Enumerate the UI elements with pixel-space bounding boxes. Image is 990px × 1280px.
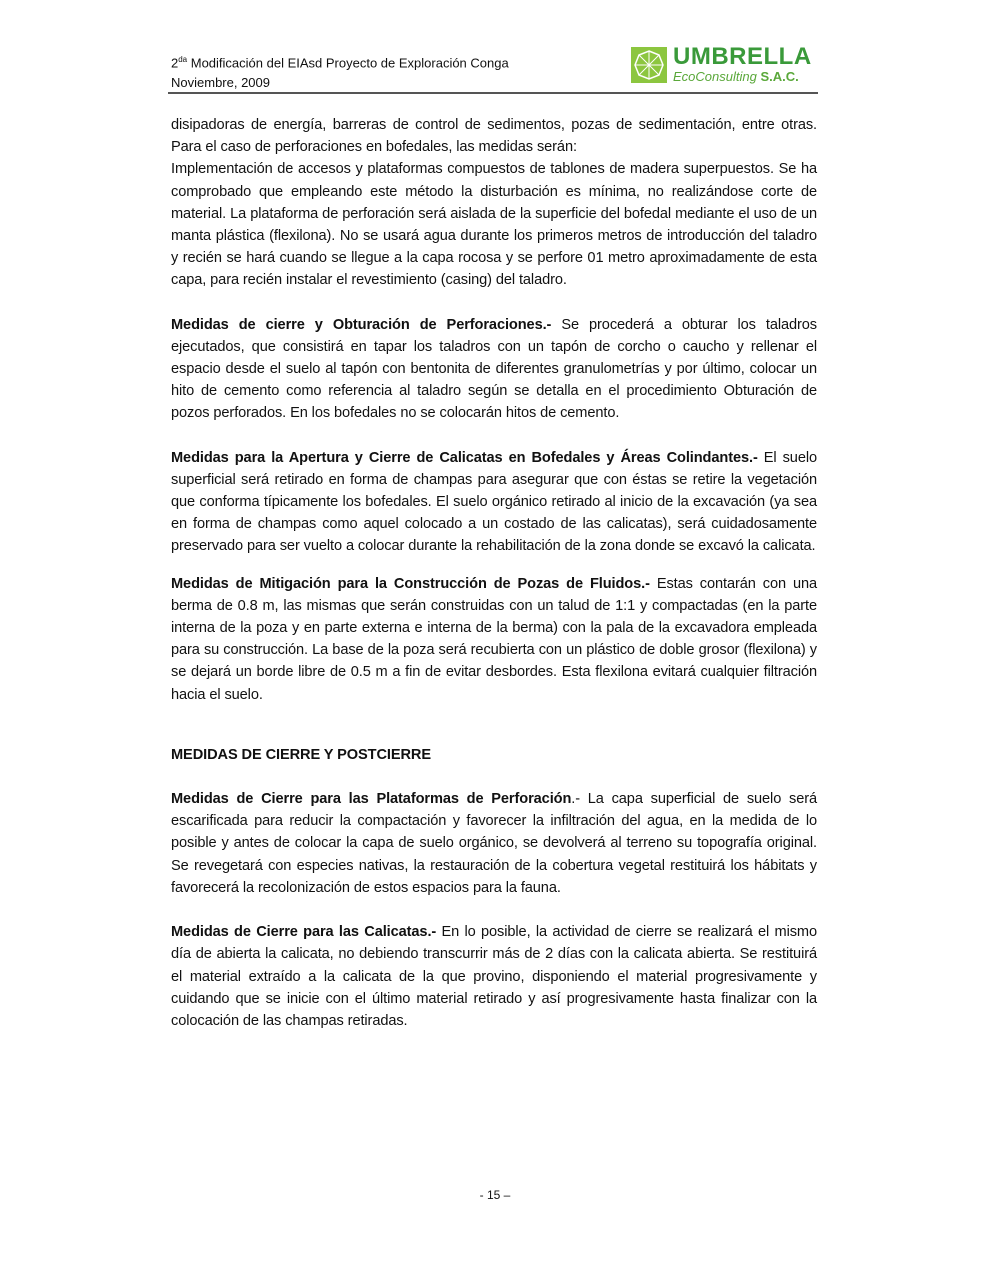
header-title [171, 50, 509, 73]
logo-subtitle [673, 69, 812, 84]
title-rest: Modificación del EIAsd Proyecto de Exploración Conga [187, 55, 509, 71]
document-body [171, 114, 817, 1032]
paragraph-heading: Medidas de Mitigación para la Construcción de Pozas de Fluidos.- [171, 575, 650, 592]
paragraph-text: Estas contarán con una berma de 0.8 m, las mismas que serán construidas con un talud de 1:1 y compactadas (en la parte interna de la poza y en parte externa e interna de la berma) con la pala de la excavadora empleada para su construcción. La base de la poza será recubierta con un plástico de doble grosor (flexilona) y se dejará un borde libre de 0.5 m a fin de evitar desbordes. Esta flexilona evitará cualquier filtración hacia el suelo. [171, 575, 817, 703]
page-number: - 15 – [479, 1188, 511, 1202]
paragraph [171, 158, 817, 291]
paragraph-heading: Medidas de Cierre para las Calicatas.- [171, 924, 437, 941]
logo-name: UMBRELLA [673, 43, 812, 70]
paragraph-text: Implementación de accesos y plataformas compuestos de tablones de madera superpuestos. Se ha comprobado que empleando este método la disturbación es mínima, no realizándose corte de material. La plataforma de perforación será aislada de la superficie del bofedal mediante el uso de un manta plástica (flexilona). No se usará agua durante los primeros metros de introducción del taladro y recién se hará cuando se llegue a la capa rocosa y se perfore 01 metro aproximadamente de esta capa, para recién instalar el revestimiento (casing) del taladro. [171, 161, 817, 289]
paragraph-heading: Medidas de cierre y Obturación de Perforaciones.- [171, 316, 552, 333]
paragraph [171, 114, 817, 158]
paragraph [171, 447, 817, 558]
header-date: Noviembre, 2009 [171, 75, 270, 91]
paragraph-text: disipadoras de energía, barreras de control de sedimentos, pozas de sedimentación, entre otras. Para el caso de perforaciones en bofedales, las medidas serán: [171, 117, 817, 156]
paragraph [171, 788, 817, 899]
section-heading [171, 744, 817, 766]
logo-sub2: S.A.C. [760, 69, 799, 84]
paragraph-heading: Medidas de Cierre para las Plataformas de Perforación [171, 791, 572, 808]
paragraph [171, 314, 817, 425]
umbrella-logo [631, 45, 812, 84]
paragraph-text: El suelo superficial será retirado en forma de champas para asegurar que con éstas se retire la vegetación que conforma típicamente los bofedales. El suelo orgánico retirado al inicio de la excavación (ya sea en forma de champas como aquel colocado a un costado de las calicatas), será cuidadosamente preservado para ser vuelto a colocar durante la rehabilitación de la zona donde se excavó la calicata. [171, 449, 817, 555]
document-header [171, 50, 509, 93]
umbrella-icon [631, 47, 667, 83]
paragraph-heading: Medidas para la Apertura y Cierre de Calicatas en Bofedales y Áreas Colindantes.- [171, 449, 758, 466]
paragraph [171, 921, 817, 1032]
paragraph-text: En lo posible, la actividad de cierre se realizará el mismo día de abierta la calicata, no debiendo transcurrir más de 2 días con la calicata abierta. Se restituirá el material extraído a la calicata de la que provino, disponiendo el material progresivamente y cuidando que se inicie con el último material retirado y así progresivamente hasta finalizar con la colocación de las champas retiradas. [171, 924, 818, 1029]
paragraph [171, 573, 817, 706]
header-divider [168, 92, 818, 94]
title-sup: da [178, 55, 188, 64]
section-heading-text: MEDIDAS DE CIERRE Y POSTCIERRE [171, 746, 432, 763]
title-prefix: 2 [171, 55, 179, 71]
paragraph-text: .- La capa superficial de suelo será escarificada para reducir la compactación y favorecer la infiltración del agua, en la medida de lo posible y antes de colocar la capa de suelo orgánico, se devolverá al terreno su topografía original. Se revegetará con especies nativas, la restauración de la cobertura vegetal restituirá los hábitats y favorecerá la recolonización de estos espacios para la fauna. [171, 791, 817, 896]
paragraph-text: Se procederá a obturar los taladros ejecutados, que consistirá en tapar los taladros con un tapón de corcho o caucho y rellenar el espacio desde el suelo al tapón con bentonita de diferentes granulometrías y por último, colocar un hito de cemento como referencia al taladro según se detalla en el procedimiento Obturación de pozos perforados. En los bofedales no se colocarán hitos de cemento. [171, 316, 817, 422]
logo-sub1: EcoConsulting [673, 69, 761, 84]
